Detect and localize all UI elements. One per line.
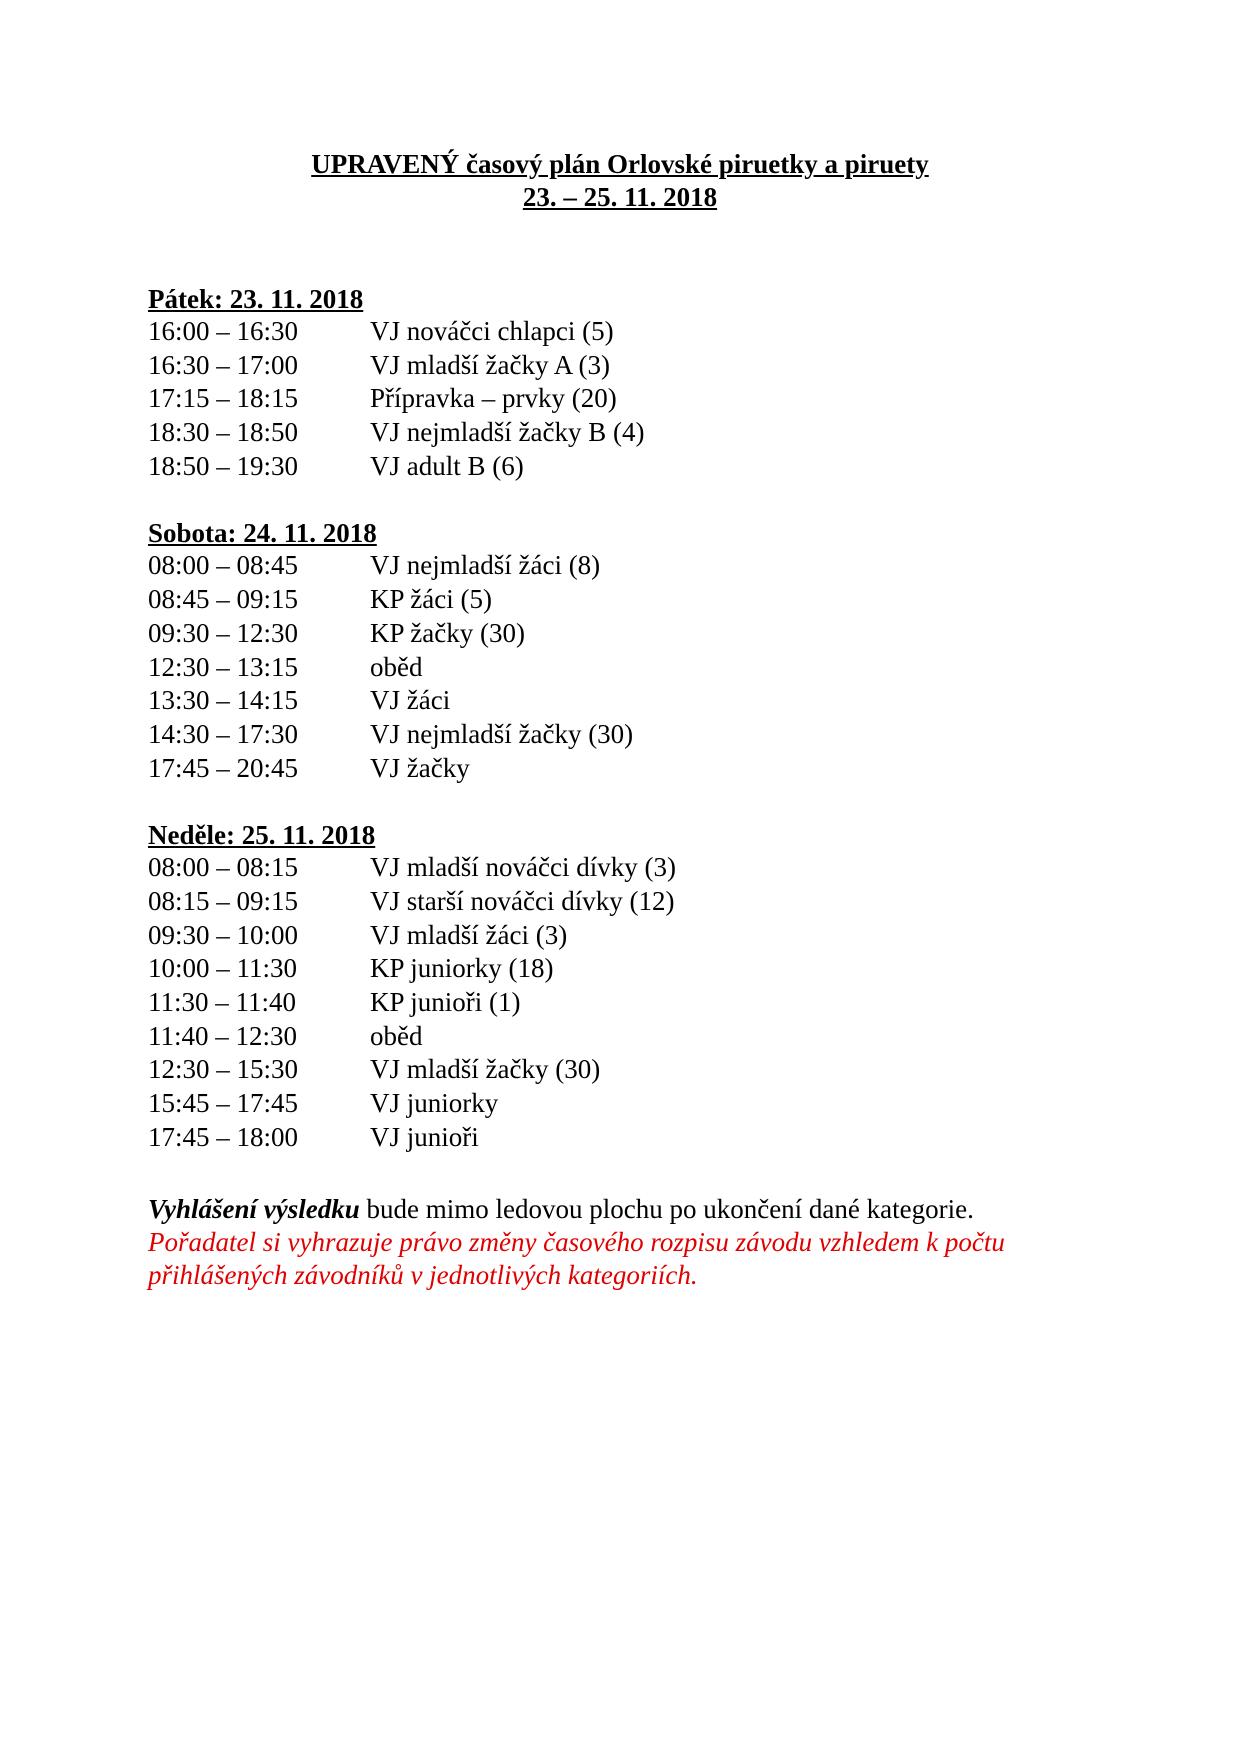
schedule-row xyxy=(148,617,1108,651)
activity: VJ junioři xyxy=(370,1121,479,1152)
activity: VJ nejmladší žačky (30) xyxy=(370,718,634,749)
activity: VJ mladší žačky A (3) xyxy=(370,349,610,380)
day-heading: Neděle: 25. 11. 2018 xyxy=(148,820,376,851)
schedule-row xyxy=(148,1121,1108,1155)
time-slot: 12:30 – 15:30 xyxy=(148,1054,299,1085)
activity: VJ nováčci chlapci (5) xyxy=(370,316,614,346)
schedule-row xyxy=(148,752,1108,786)
schedule-row xyxy=(148,549,1108,583)
activity: VJ nejmladší žačky B (4) xyxy=(370,417,645,448)
title-line-1: UPRAVENÝ časový plán Orlovské piruetky a piruety xyxy=(311,149,929,179)
activity: VJ mladší žačky (30) xyxy=(370,1054,601,1085)
notes xyxy=(148,1193,1108,1292)
schedule-row xyxy=(148,349,1108,383)
day-sunday xyxy=(148,819,1108,1154)
activity: KP žačky (30) xyxy=(370,617,525,648)
schedule-row xyxy=(148,382,1108,416)
activity: VJ žáci xyxy=(370,685,451,716)
time-slot: 16:00 – 16:30 xyxy=(148,316,299,346)
time-slot: 12:30 – 13:15 xyxy=(148,651,299,682)
time-slot: 18:30 – 18:50 xyxy=(148,417,299,448)
schedule-row xyxy=(148,1020,1108,1054)
organizer-note: Pořadatel si vyhrazuje právo změny časového rozpisu závodu vzhledem k počtu přihlášených závodníků v jednotlivých kategoriích. xyxy=(148,1227,1005,1290)
schedule-row xyxy=(148,416,1108,450)
time-slot: 17:45 – 18:00 xyxy=(148,1121,299,1152)
activity: Přípravka – prvky (20) xyxy=(370,383,617,414)
time-slot: 09:30 – 12:30 xyxy=(148,617,299,648)
activity: KP juniorky (18) xyxy=(370,953,554,984)
schedule-row xyxy=(148,1053,1108,1087)
activity: VJ starší nováčci dívky (12) xyxy=(370,885,675,916)
title-line-2: 23. – 25. 11. 2018 xyxy=(522,182,718,212)
time-slot: 14:30 – 17:30 xyxy=(148,718,299,749)
day-saturday xyxy=(148,517,1108,785)
activity: oběd xyxy=(370,651,423,682)
time-slot: 08:00 – 08:15 xyxy=(148,852,299,883)
announcement-note xyxy=(148,1193,1108,1226)
time-slot: 11:40 – 12:30 xyxy=(148,1020,298,1051)
activity: VJ juniorky xyxy=(370,1088,499,1119)
schedule-row xyxy=(148,885,1108,919)
schedule-row xyxy=(148,952,1108,986)
activity: VJ žačky xyxy=(370,752,470,783)
schedule-row xyxy=(148,684,1108,718)
time-slot: 10:00 – 11:30 xyxy=(148,953,298,984)
announcement-emphasis: Vyhlášení výsledku xyxy=(148,1194,360,1224)
day-heading: Pátek: 23. 11. 2018 xyxy=(148,284,364,314)
document-title xyxy=(0,148,1240,214)
time-slot: 17:15 – 18:15 xyxy=(148,383,299,414)
time-slot: 15:45 – 17:45 xyxy=(148,1088,299,1119)
time-slot: 08:00 – 08:45 xyxy=(148,550,299,581)
time-slot: 08:45 – 09:15 xyxy=(148,584,299,615)
activity: VJ adult B (6) xyxy=(370,450,524,481)
activity: KP žáci (5) xyxy=(370,584,492,615)
schedule-row xyxy=(148,450,1108,484)
announcement-text: bude mimo ledovou plochu po ukončení dané kategorie. xyxy=(359,1194,974,1224)
schedule-row xyxy=(148,315,1108,349)
schedule-row xyxy=(148,851,1108,885)
time-slot: 11:30 – 11:40 xyxy=(148,987,296,1017)
schedule-row xyxy=(148,651,1108,685)
schedule xyxy=(148,283,1108,1188)
activity: KP junioři (1) xyxy=(370,987,521,1017)
activity: VJ mladší žáci (3) xyxy=(370,919,568,950)
schedule-row xyxy=(148,986,1108,1020)
day-heading: Sobota: 24. 11. 2018 xyxy=(148,518,377,549)
time-slot: 09:30 – 10:00 xyxy=(148,919,299,950)
time-slot: 13:30 – 14:15 xyxy=(148,685,299,716)
activity: VJ mladší nováčci dívky (3) xyxy=(370,852,676,883)
day-friday xyxy=(148,283,1108,483)
schedule-row xyxy=(148,583,1108,617)
schedule-row xyxy=(148,919,1108,953)
schedule-row xyxy=(148,1087,1108,1121)
time-slot: 18:50 – 19:30 xyxy=(148,450,299,481)
time-slot: 08:15 – 09:15 xyxy=(148,885,299,916)
activity: oběd xyxy=(370,1020,423,1051)
schedule-row xyxy=(148,718,1108,752)
time-slot: 17:45 – 20:45 xyxy=(148,752,299,783)
time-slot: 16:30 – 17:00 xyxy=(148,349,299,380)
activity: VJ nejmladší žáci (8) xyxy=(370,550,601,581)
